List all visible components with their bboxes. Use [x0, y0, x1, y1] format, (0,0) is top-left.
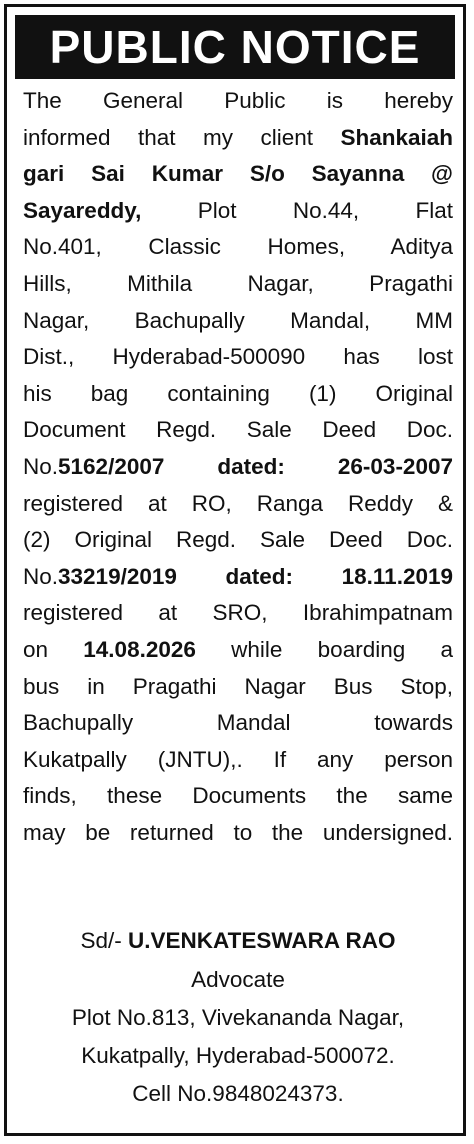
notice-line: [23, 559, 453, 596]
notice-line: [23, 412, 453, 449]
notice-line: [23, 303, 453, 340]
notice-text: on: [23, 636, 84, 662]
notice-text: No.: [23, 453, 59, 479]
notice-body: [23, 83, 453, 851]
notice-line: [23, 595, 453, 632]
notice-text: Kukatpally (JNTU),. If any person: [23, 746, 453, 772]
notice-line: [23, 778, 453, 815]
notice-line: [23, 705, 453, 742]
notice-text: bus in Pragathi Nagar Bus Stop,: [23, 673, 453, 699]
advocate-name: U.VENKATESWARA RAO: [128, 928, 396, 953]
public-notice: [4, 4, 466, 1136]
notice-text: The General Public is hereby: [23, 88, 453, 113]
notice-line: [23, 266, 453, 303]
notice-line: [23, 486, 453, 523]
notice-line: [23, 229, 453, 266]
notice-line: [23, 669, 453, 706]
notice-text: registered at RO, Ranga Reddy &: [23, 490, 453, 516]
address-line-1: Plot No.813, Vivekananda Nagar,: [71, 1005, 405, 1030]
notice-text: (2) Original Regd. Sale Deed Doc.: [23, 527, 453, 553]
notice-bold-text: gari Sai Kumar S/o Sayanna @: [23, 161, 453, 187]
notice-bold-text: Sayareddy,: [23, 197, 142, 223]
notice-line: [23, 120, 453, 157]
notice-text: while boarding a: [195, 636, 453, 662]
notice-line: [23, 522, 453, 559]
notice-bold-text: 5162/2007 dated: 26-03-2007: [58, 453, 453, 479]
notice-line: [23, 193, 453, 230]
advocate-role: Advocate: [191, 967, 285, 992]
notice-line: [23, 83, 453, 120]
notice-text: No.401, Classic Homes, Aditya: [23, 234, 453, 260]
signature-prefix: Sd/-: [80, 928, 128, 953]
signature-line: [15, 922, 461, 959]
notice-line: [23, 632, 453, 669]
notice-text: Plot No.44, Flat: [141, 197, 453, 223]
notice-line: [23, 156, 453, 193]
notice-text: No.: [23, 563, 59, 589]
notice-text: registered at SRO, Ibrahimpatnam: [23, 600, 453, 626]
notice-line: [23, 376, 453, 413]
notice-text: Hills, Mithila Nagar, Pragathi: [23, 270, 453, 296]
notice-text: Bachupally Mandal towards: [23, 710, 453, 736]
notice-bold-text: 33219/2019 dated: 18.11.2019: [58, 563, 453, 589]
notice-bold-text: 14.08.2026: [83, 636, 196, 662]
notice-line: [23, 339, 453, 376]
notice-text: finds, these Documents the same: [23, 783, 453, 809]
notice-bold-text: Shankaiah: [340, 124, 453, 150]
notice-text: Document Regd. Sale Deed Doc.: [23, 417, 453, 443]
notice-text: Dist., Hyderabad-500090 has lost: [23, 344, 453, 370]
notice-line: [23, 742, 453, 779]
notice-text: may be returned to the undersigned.: [23, 819, 453, 845]
notice-title: PUBLIC NOTICE: [15, 15, 455, 79]
address-line-2: Kukatpally, Hyderabad-500072.: [81, 1043, 395, 1068]
notice-text: Nagar, Bachupally Mandal, MM: [23, 307, 453, 333]
notice-line: [23, 449, 453, 486]
notice-text: informed that my client: [23, 124, 341, 150]
notice-line: [23, 815, 453, 852]
phone-number: Cell No.9848024373.: [132, 1081, 344, 1106]
notice-text: his bag containing (1) Original: [23, 380, 453, 406]
